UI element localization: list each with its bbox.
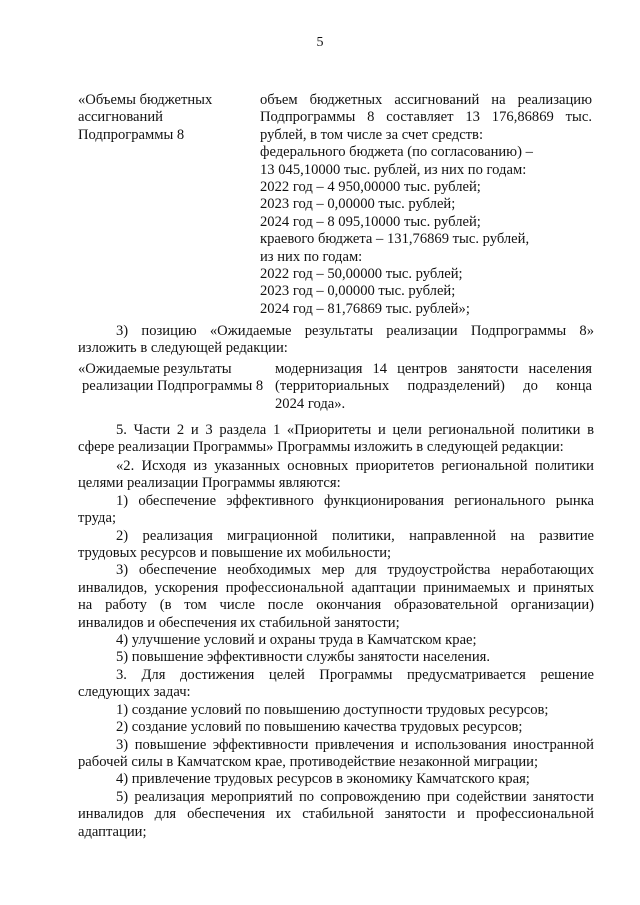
text-line: целями реализации Программы являются: [78,475,341,492]
list-item: 1) создание условий по повышению доступности трудовых ресурсов; [116,701,549,718]
table-cell-text: 2023 год – 0,00000 тыс. рублей; [260,283,456,300]
text-line: сфере реализации Программы» Программы изложить в следующей редакции: [78,439,564,456]
text-line: 3. Для достижения целей Программы предусматривается решение [116,666,594,683]
table-cell-text: 2022 год – 50,00000 тыс. рублей; [260,266,463,283]
table-cell-text: из них по годам: [260,248,363,265]
list-item: 4) привлечение трудовых ресурсов в экономику Камчатского края; [116,771,530,788]
table-cell-text: «Объемы бюджетных [78,92,213,108]
list-item: 3) повышение эффективности привлечения и использования иностранной [116,736,594,753]
text-line: адаптации; [78,823,147,840]
text-line: трудовых ресурсов и повышение их мобильности; [78,545,392,562]
table-cell-text: 13 045,10000 тыс. рублей, из них по годам: [260,161,527,178]
list-item: 5) реализация мероприятий по сопровождению при содействии занятости [116,788,594,805]
list-item: 2) создание условий по повышению качества трудовых ресурсов; [116,719,523,736]
text-line: 3) позицию «Ожидаемые результаты реализации Подпрограммы 8» [116,323,594,339]
table-cell-text: 2023 год – 0,00000 тыс. рублей; [260,196,456,213]
text-line: инвалидов для обеспечения их стабильной занятости и профессиональной [78,806,594,823]
table-cell-text: реализации Подпрограммы 8 [82,378,264,395]
table-cell-text: 2022 год – 4 950,00000 тыс. рублей; [260,179,481,196]
table-cell-text: 2024 года». [275,395,346,412]
table-cell-text: Подпрограммы 8 [78,126,185,143]
table-cell-text: федерального бюджета (по согласованию) – [260,144,533,161]
text-line: рабочей силы в Камчатском крае, противодействие незаконной миграции; [78,753,539,770]
text-line: следующих задач: [78,684,191,701]
paragraph-section-5 [78,422,594,457]
table-cell-text: рублей, в том числе за счет средств: [260,126,484,143]
list-item: 1) обеспечение эффективного функционирования регионального рынка [116,492,594,509]
text-line: инвалидов и обеспечения их стабильной занятости; [78,614,400,631]
text-line: 5. Части 2 и 3 раздела 1 «Приоритеты и цели региональной политики в [116,422,594,438]
body-text [78,458,594,841]
table-cell-text: «Ожидаемые результаты [78,361,232,377]
list-item: 4) улучшение условий и охраны труда в Камчатском крае; [116,632,477,649]
list-item: 2) реализация миграционной политики, направленной на развитие [116,527,594,544]
text-line: на работу (в том числе после окончания образовательной организации) [78,597,594,614]
list-item: 3) обеспечение необходимых мер для трудоустройства неработающих [116,562,594,579]
table-cell-text: модернизация 14 центров занятости населения [275,361,592,377]
table-cell-text: (территориальных подразделений) до конца [275,378,592,395]
budget-row-value [260,92,592,318]
results-row-label [78,361,263,396]
page-number: 5 [316,35,324,50]
table-cell-text: 2024 год – 81,76869 тыс. рублей»; [260,300,470,317]
list-item: 5) повышение эффективности службы занятости населения. [116,649,491,666]
table-cell-text: краевого бюджета – 131,76869 тыс. рублей, [260,231,530,248]
table-cell-text: объем бюджетных ассигнований на реализацию [260,92,592,108]
text-line: инвалидов, ускорения профессиональной адаптации принимаемых и принятых [78,579,594,596]
paragraph-item-3 [78,323,594,358]
results-row-value [275,361,592,413]
text-line: труда; [78,510,116,527]
table-cell-text: ассигнований [78,109,163,126]
table-cell-text: Подпрограммы 8 составляет 13 176,86869 тыс. [260,109,592,126]
table-cell-text: 2024 год – 8 095,10000 тыс. рублей; [260,213,481,230]
budget-row-label [78,92,212,144]
text-line: «2. Исходя из указанных основных приоритетов региональной политики [116,458,594,474]
text-line: изложить в следующей редакции: [78,340,288,357]
